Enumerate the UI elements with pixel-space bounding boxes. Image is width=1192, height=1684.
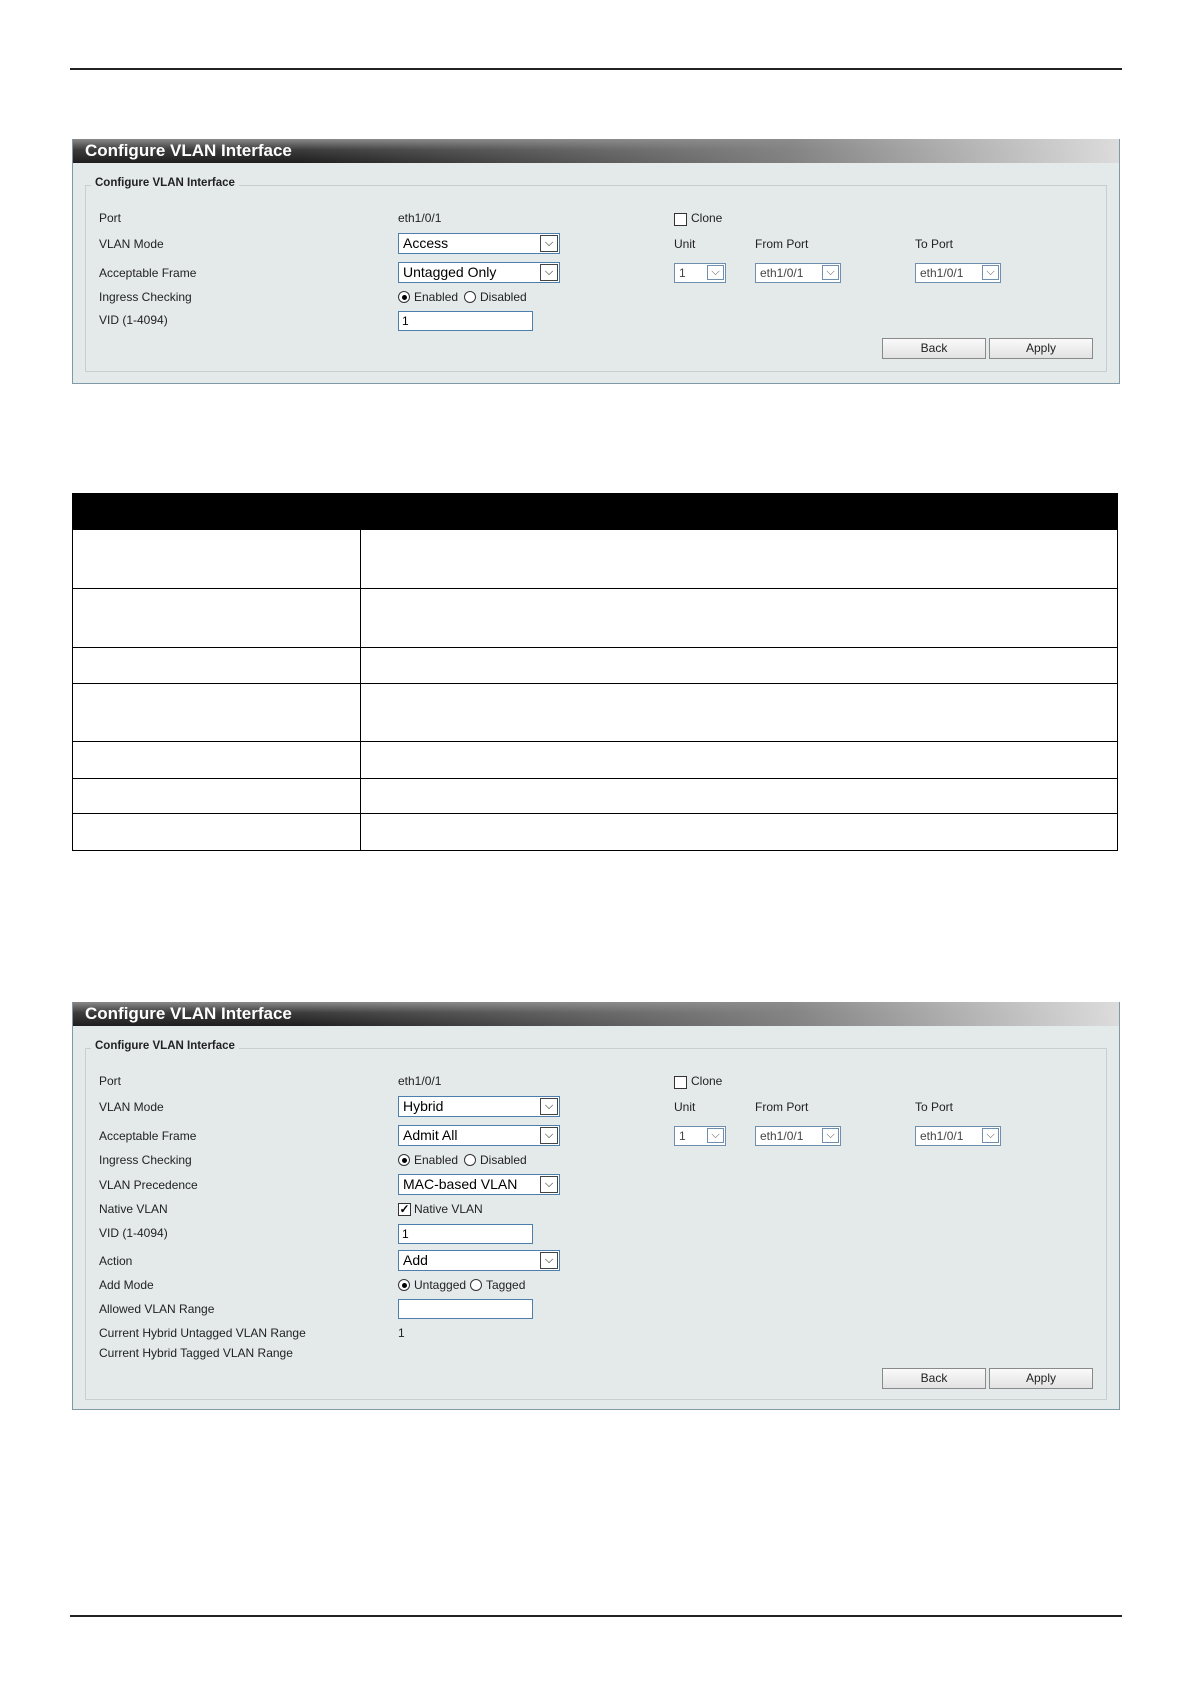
action-selected: Add — [403, 1252, 428, 1268]
unit-select[interactable] — [674, 1126, 726, 1146]
to-port-select[interactable] — [915, 1126, 1001, 1146]
table-cell — [73, 779, 361, 814]
vlan-precedence-selected: MAC-based VLAN — [403, 1176, 518, 1192]
chevron-down-icon: ⌵ — [540, 264, 558, 281]
ingress-disabled-radio[interactable] — [464, 291, 476, 303]
description-table — [72, 493, 1118, 851]
apply-button[interactable]: Apply — [989, 338, 1093, 359]
chevron-down-icon: ⌵ — [540, 1127, 558, 1144]
add-mode-untagged-label: Untagged — [414, 1278, 467, 1292]
acceptable-frame-label: Acceptable Frame — [99, 266, 197, 280]
table-cell — [73, 814, 361, 851]
fieldset-legend: Configure VLAN Interface — [91, 177, 239, 189]
table-row — [73, 742, 1118, 779]
panel-title: Configure VLAN Interface — [73, 139, 1119, 163]
vlan-mode-selected: Access — [403, 235, 449, 251]
apply-button[interactable]: Apply — [989, 1368, 1093, 1389]
native-vlan-label: Native VLAN — [99, 1202, 168, 1216]
table-cell — [361, 779, 1118, 814]
to-port-label: To Port — [915, 237, 954, 251]
vid-label: VID (1-4094) — [99, 313, 168, 327]
configure-vlan-interface-panel-hybrid — [72, 1002, 1120, 1410]
native-vlan-check-label: Native VLAN — [414, 1202, 483, 1216]
native-vlan-checkbox[interactable] — [398, 1203, 411, 1216]
current-tagged-label: Current Hybrid Tagged VLAN Range — [99, 1346, 293, 1360]
vlan-mode-label: VLAN Mode — [99, 237, 164, 251]
chevron-down-icon: ⌵ — [822, 265, 839, 280]
port-label: Port — [99, 1074, 122, 1088]
bottom-rule — [70, 1615, 1122, 1617]
current-untagged-label: Current Hybrid Untagged VLAN Range — [99, 1326, 306, 1340]
chevron-down-icon: ⌵ — [982, 265, 999, 280]
vlan-mode-select[interactable] — [398, 233, 560, 254]
table-cell — [361, 814, 1118, 851]
chevron-down-icon: ⌵ — [540, 1098, 558, 1115]
table-cell — [361, 648, 1118, 684]
port-value: eth1/0/1 — [398, 1074, 442, 1088]
from-port-label: From Port — [755, 1100, 809, 1114]
unit-select[interactable] — [674, 263, 726, 283]
add-mode-label: Add Mode — [99, 1278, 154, 1292]
acceptable-frame-selected: Untagged Only — [403, 264, 497, 280]
chevron-down-icon: ⌵ — [822, 1128, 839, 1143]
chevron-down-icon: ⌵ — [540, 1252, 558, 1269]
ingress-checking-label: Ingress Checking — [99, 290, 192, 304]
ingress-checking-label: Ingress Checking — [99, 1153, 192, 1167]
table-cell — [73, 530, 361, 589]
acceptable-frame-select[interactable] — [398, 262, 560, 283]
from-port-select[interactable] — [755, 263, 841, 283]
table-header-row — [73, 494, 1118, 530]
table-cell — [73, 648, 361, 684]
unit-label: Unit — [674, 237, 696, 251]
to-port-selected: eth1/0/1 — [920, 266, 964, 280]
table-row — [73, 589, 1118, 648]
chevron-down-icon: ⌵ — [540, 235, 558, 252]
back-button[interactable]: Back — [882, 1368, 986, 1389]
vid-input[interactable]: 1 — [398, 311, 533, 331]
acceptable-frame-label: Acceptable Frame — [99, 1129, 197, 1143]
vid-label: VID (1-4094) — [99, 1226, 168, 1240]
vlan-mode-label: VLAN Mode — [99, 1100, 164, 1114]
add-mode-tagged-label: Tagged — [486, 1278, 526, 1292]
table-header-cell — [73, 494, 361, 530]
fieldset-legend: Configure VLAN Interface — [91, 1040, 239, 1052]
from-port-select[interactable] — [755, 1126, 841, 1146]
table-cell — [73, 684, 361, 742]
acceptable-frame-selected: Admit All — [403, 1127, 458, 1143]
unit-selected: 1 — [679, 1129, 686, 1143]
table-cell — [361, 530, 1118, 589]
clone-checkbox[interactable] — [674, 1076, 687, 1089]
check-icon: ✓ — [399, 1202, 410, 1216]
vlan-precedence-label: VLAN Precedence — [99, 1178, 198, 1192]
action-select[interactable] — [398, 1250, 560, 1271]
vid-input[interactable]: 1 — [398, 1224, 533, 1244]
ingress-disabled-label: Disabled — [480, 290, 527, 304]
table-cell — [361, 684, 1118, 742]
add-mode-tagged-radio[interactable] — [470, 1279, 482, 1291]
current-untagged-value: 1 — [398, 1326, 405, 1340]
chevron-down-icon: ⌵ — [707, 265, 724, 280]
table-row — [73, 648, 1118, 684]
from-port-label: From Port — [755, 237, 809, 251]
chevron-down-icon: ⌵ — [540, 1176, 558, 1193]
from-port-selected: eth1/0/1 — [760, 1129, 804, 1143]
port-label: Port — [99, 211, 122, 225]
ingress-disabled-label: Disabled — [480, 1153, 527, 1167]
from-port-selected: eth1/0/1 — [760, 266, 804, 280]
ingress-enabled-label: Enabled — [414, 1153, 459, 1167]
to-port-select[interactable] — [915, 263, 1001, 283]
ingress-disabled-radio[interactable] — [464, 1154, 476, 1166]
table-header-cell — [361, 494, 1118, 530]
table-cell — [73, 589, 361, 648]
acceptable-frame-select[interactable] — [398, 1125, 560, 1146]
ingress-enabled-radio[interactable] — [398, 291, 410, 303]
clone-label: Clone — [691, 211, 723, 225]
to-port-selected: eth1/0/1 — [920, 1129, 964, 1143]
unit-selected: 1 — [679, 266, 686, 280]
unit-label: Unit — [674, 1100, 696, 1114]
table-row — [73, 684, 1118, 742]
vlan-mode-select[interactable] — [398, 1096, 560, 1117]
table-cell — [361, 742, 1118, 779]
clone-label: Clone — [691, 1074, 723, 1088]
allowed-vlan-range-label: Allowed VLAN Range — [99, 1302, 215, 1316]
top-rule — [70, 68, 1122, 70]
back-button[interactable]: Back — [882, 338, 986, 359]
allowed-vlan-range-input[interactable] — [398, 1299, 533, 1319]
configure-vlan-interface-panel-access — [72, 139, 1120, 384]
table-cell — [73, 742, 361, 779]
port-value: eth1/0/1 — [398, 211, 442, 225]
clone-checkbox[interactable] — [674, 213, 687, 226]
chevron-down-icon: ⌵ — [982, 1128, 999, 1143]
to-port-label: To Port — [915, 1100, 954, 1114]
ingress-enabled-label: Enabled — [414, 290, 459, 304]
vlan-precedence-select[interactable] — [398, 1174, 560, 1195]
table-row — [73, 779, 1118, 814]
action-label: Action — [99, 1254, 133, 1268]
vlan-mode-selected: Hybrid — [403, 1098, 444, 1114]
ingress-enabled-radio[interactable] — [398, 1154, 410, 1166]
chevron-down-icon: ⌵ — [707, 1128, 724, 1143]
panel-title: Configure VLAN Interface — [73, 1002, 1119, 1026]
table-row — [73, 530, 1118, 589]
add-mode-untagged-radio[interactable] — [398, 1279, 410, 1291]
table-row — [73, 814, 1118, 851]
table-cell — [361, 589, 1118, 648]
